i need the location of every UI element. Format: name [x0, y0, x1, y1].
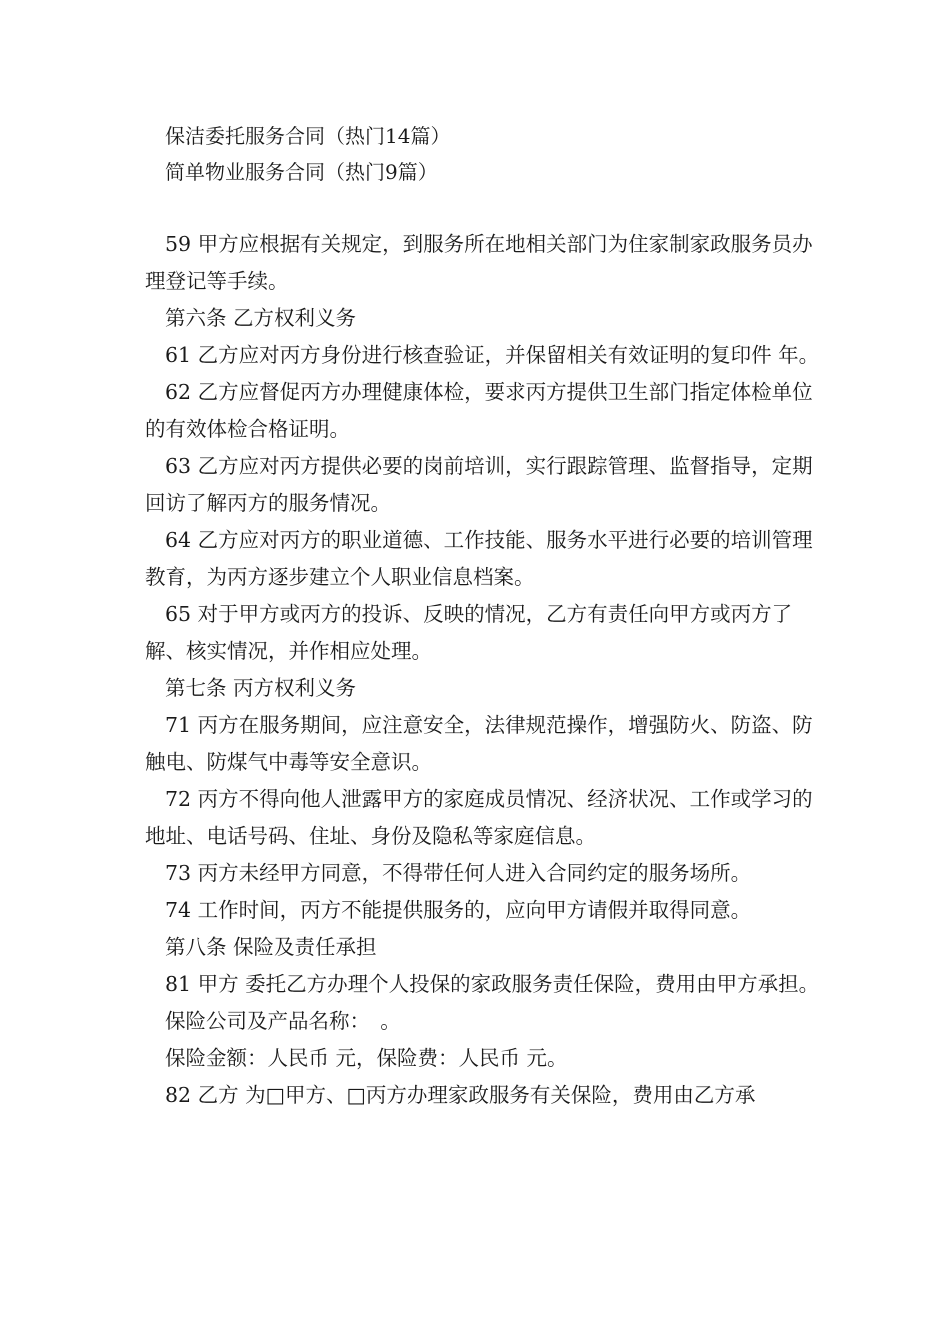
clause-7-4: 74 工作时间，丙方不能提供服务的，应向甲方请假并取得同意。: [165, 898, 752, 922]
clause-6-2: 62 乙方应督促丙方办理健康体检，要求丙方提供卫生部门指定体检单位的有效体检合格证明。: [145, 380, 813, 441]
clause-7-2: 72 丙方不得向他人泄露甲方的家庭成员情况、经济状况、工作或学习的地址、电话号码、住址、身份及隐私等家庭信息。: [145, 787, 813, 848]
clause-5-9: 59 甲方应根据有关规定，到服务所在地相关部门为住家制家政服务员办理登记等手续。: [145, 232, 813, 293]
insurance-company-line: 保险公司及产品名称： 。: [165, 1009, 401, 1033]
related-link-property-contract[interactable]: 简单物业服务合同（热门9篇）: [165, 160, 438, 184]
clause-6-5: 65 对于甲方或丙方的投诉、反映的情况，乙方有责任向甲方或丙方了解、核实情况，并作相应处理。: [145, 602, 793, 663]
clause-8-2: 82 乙方 为□甲方、□丙方办理家政服务有关保险，费用由乙方承: [165, 1083, 756, 1107]
clause-7-1: 71 丙方在服务期间，应注意安全，法律规范操作，增强防火、防盗、防触电、防煤气中毒等安全意识。: [145, 713, 813, 774]
clause-6-3: 63 乙方应对丙方提供必要的岗前培训，实行跟踪管理、监督指导，定期回访了解丙方的服务情况。: [145, 454, 813, 515]
article-8-heading: 第八条 保险及责任承担: [165, 935, 377, 959]
clause-6-4: 64 乙方应对丙方的职业道德、工作技能、服务水平进行必要的培训管理教育，为丙方逐步建立个人职业信息档案。: [145, 528, 813, 589]
article-7-heading: 第七条 丙方权利义务: [165, 676, 357, 700]
clause-7-3: 73 丙方未经甲方同意，不得带任何人进入合同约定的服务场所。: [165, 861, 752, 885]
clause-8-1: 81 甲方 委托乙方办理个人投保的家政服务责任保险，费用由甲方承担。: [165, 972, 820, 996]
insurance-amount-line: 保险金额：人民币 元，保险费：人民币 元。: [165, 1046, 568, 1070]
article-6-heading: 第六条 乙方权利义务: [165, 306, 357, 330]
contract-body: [145, 226, 825, 1114]
clause-6-1: 61 乙方应对丙方身份进行核查验证，并保留相关有效证明的复印件 年。: [165, 343, 820, 367]
related-links: [165, 118, 450, 190]
related-link-cleaning-contract[interactable]: 保洁委托服务合同（热门14篇）: [165, 124, 451, 148]
